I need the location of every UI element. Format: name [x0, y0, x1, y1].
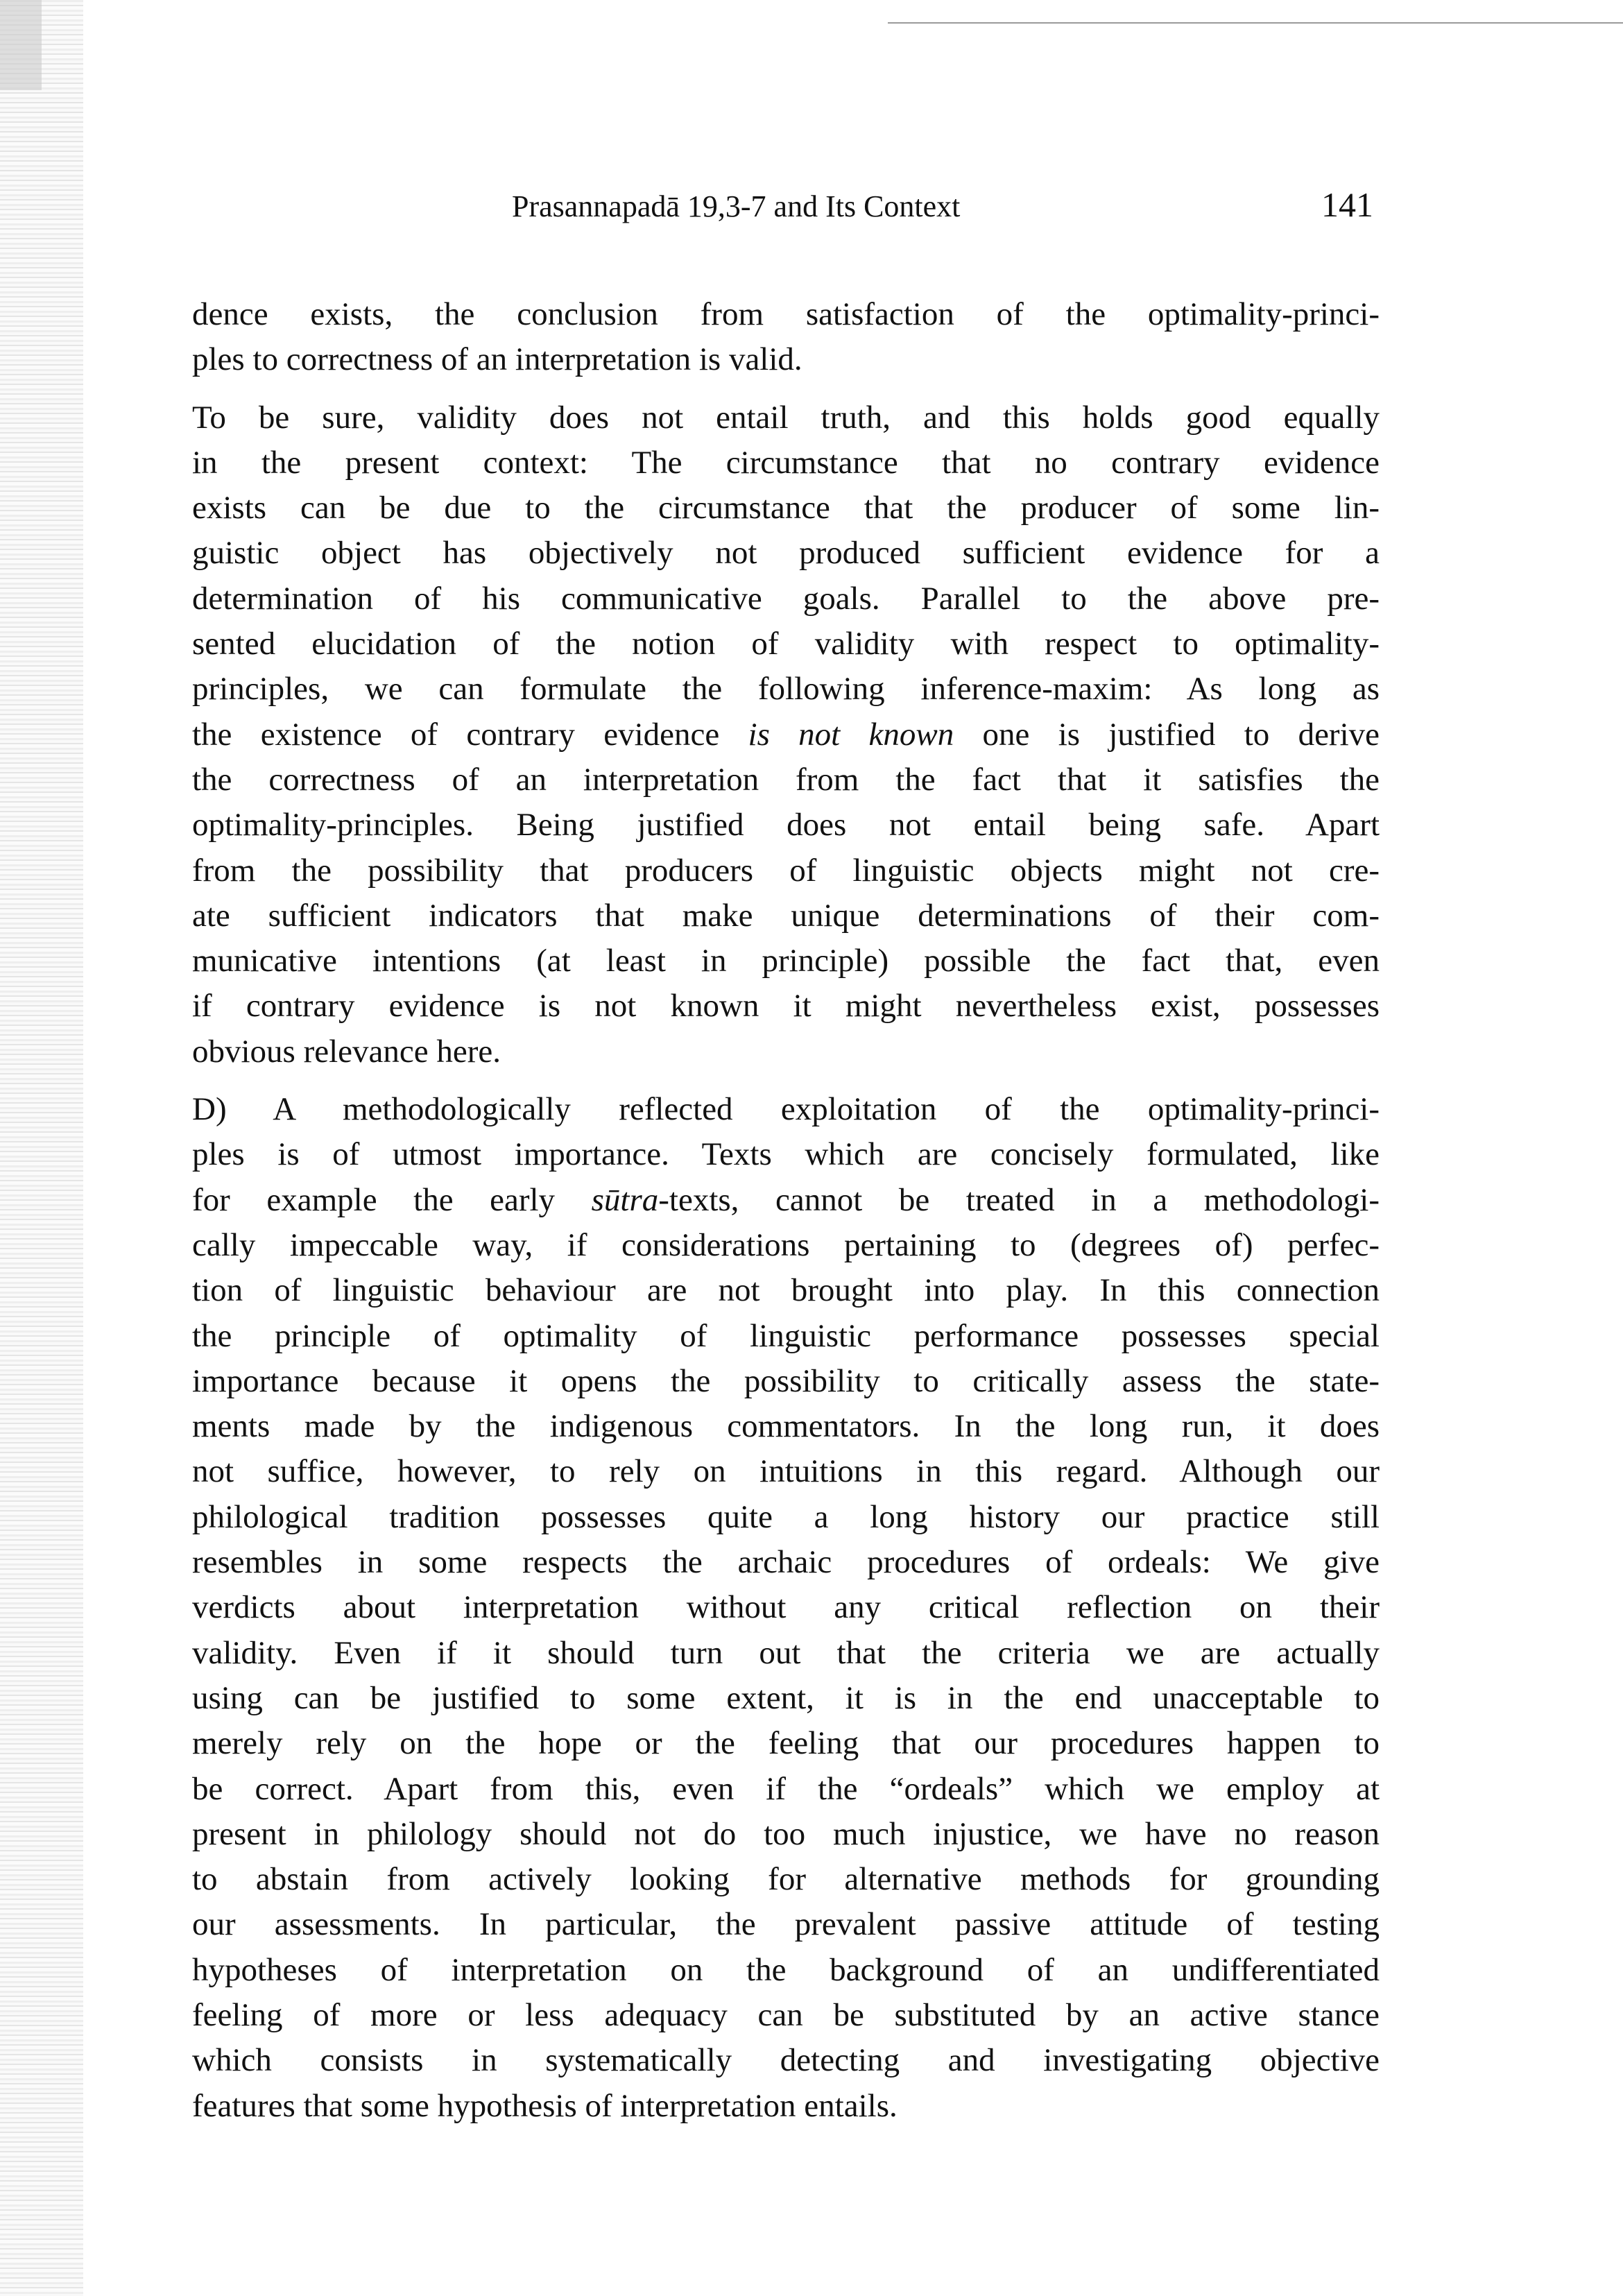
paragraph	[192, 1087, 1380, 2129]
text-line: optimality-principles. Being justified does not entail being safe. Apart	[192, 807, 1380, 843]
text-line: hypotheses of interpretation on the background of an undifferentiated	[192, 1951, 1380, 1988]
text-line: To be sure, validity does not entail truth, and this holds good equally	[192, 399, 1380, 436]
text-line: features that some hypothesis of interpretation entails.	[192, 2087, 898, 2124]
text-line: ples is of utmost importance. Texts which are concisely formulated, like	[192, 1136, 1380, 1173]
text-line: to abstain from actively looking for alternative methods for grounding	[192, 1861, 1380, 1898]
paragraph	[192, 395, 1380, 1074]
italic-text: sūtra	[591, 1181, 659, 1218]
text-line: ate sufficient indicators that make unique determinations of their com-	[192, 897, 1380, 934]
text-line: which consists in systematically detecting and investigating objective	[192, 2042, 1380, 2079]
text-line: D) A methodologically reflected exploitation of the optimality-princi-	[192, 1091, 1380, 1128]
text-line: guistic object has objectively not produced sufficient evidence for a	[192, 535, 1380, 572]
text-line: philological tradition possesses quite a long history our practice still	[192, 1498, 1380, 1535]
text-line: not suffice, however, to rely on intuitions in this regard. Although our	[192, 1453, 1380, 1490]
text-line: obvious relevance here.	[192, 1033, 501, 1070]
text-segment: for example the early	[192, 1181, 592, 1218]
text-line: validity. Even if it should turn out that the criteria we are actually	[192, 1634, 1380, 1671]
text-line: ples to correctness of an interpretation is valid.	[192, 341, 802, 378]
text-line: exists can be due to the circumstance that the producer of some lin-	[192, 490, 1380, 526]
text-segment: -texts, cannot be treated in a methodologi-	[658, 1181, 1380, 1218]
text-line: the principle of optimality of linguistic performance possesses special	[192, 1317, 1380, 1354]
text-line: be correct. Apart from this, even if the “ordeals” which we employ at	[192, 1770, 1380, 1807]
text-line	[192, 712, 1380, 757]
text-line: feeling of more or less adequacy can be substituted by an active stance	[192, 1996, 1380, 2033]
text-line: verdicts about interpretation without any critical reflection on their	[192, 1589, 1380, 1626]
text-line: present in philology should not do too much injustice, we have no reason	[192, 1815, 1380, 1852]
text-line: the correctness of an interpretation from the fact that it satisfies the	[192, 761, 1380, 798]
body-text	[192, 292, 1380, 2141]
text-line: if contrary evidence is not known it might nevertheless exist, possesses	[192, 988, 1380, 1025]
text-line: our assessments. In particular, the prevalent passive attitude of testing	[192, 1906, 1380, 1943]
text-line: in the present context: The circumstance that no contrary evidence	[192, 444, 1380, 481]
paragraph	[192, 292, 1380, 383]
text-line: tion of linguistic behaviour are not brought into play. In this connection	[192, 1272, 1380, 1309]
text-line: importance because it opens the possibility to critically assess the state-	[192, 1362, 1380, 1399]
text-line: ments made by the indigenous commentators. In the long run, it does	[192, 1408, 1380, 1445]
text-line: cally impeccable way, if considerations pertaining to (degrees of) perfec-	[192, 1226, 1380, 1263]
text-line: sented elucidation of the notion of validity with respect to optimality-	[192, 626, 1380, 662]
text-line: dence exists, the conclusion from satisfaction of the optimality-princi-	[192, 296, 1380, 332]
scan-top-rule	[888, 22, 1623, 24]
page-number: 141	[1321, 185, 1373, 224]
text-line: municative intentions (at least in principle) possible the fact that, even	[192, 943, 1380, 979]
italic-text: is not known	[748, 716, 954, 753]
text-line: determination of his communicative goals. Parallel to the above pre-	[192, 580, 1380, 617]
text-line: merely rely on the hope or the feeling that our procedures happen to	[192, 1725, 1380, 1762]
text-line: resembles in some respects the archaic procedures of ordeals: We give	[192, 1544, 1380, 1581]
text-line: using can be justified to some extent, it is in the end unacceptable to	[192, 1679, 1380, 1716]
text-segment: one is justified to derive	[954, 716, 1380, 753]
scan-edge-shadow	[0, 0, 83, 2296]
text-line: from the possibility that producers of linguistic objects might not cre-	[192, 852, 1380, 889]
text-line: principles, we can formulate the following inference-maxim: As long as	[192, 671, 1380, 708]
text-segment: the existence of contrary evidence	[192, 716, 748, 753]
text-line	[192, 1178, 1380, 1223]
running-head: Prasannapadā 19,3-7 and Its Context	[512, 189, 961, 223]
